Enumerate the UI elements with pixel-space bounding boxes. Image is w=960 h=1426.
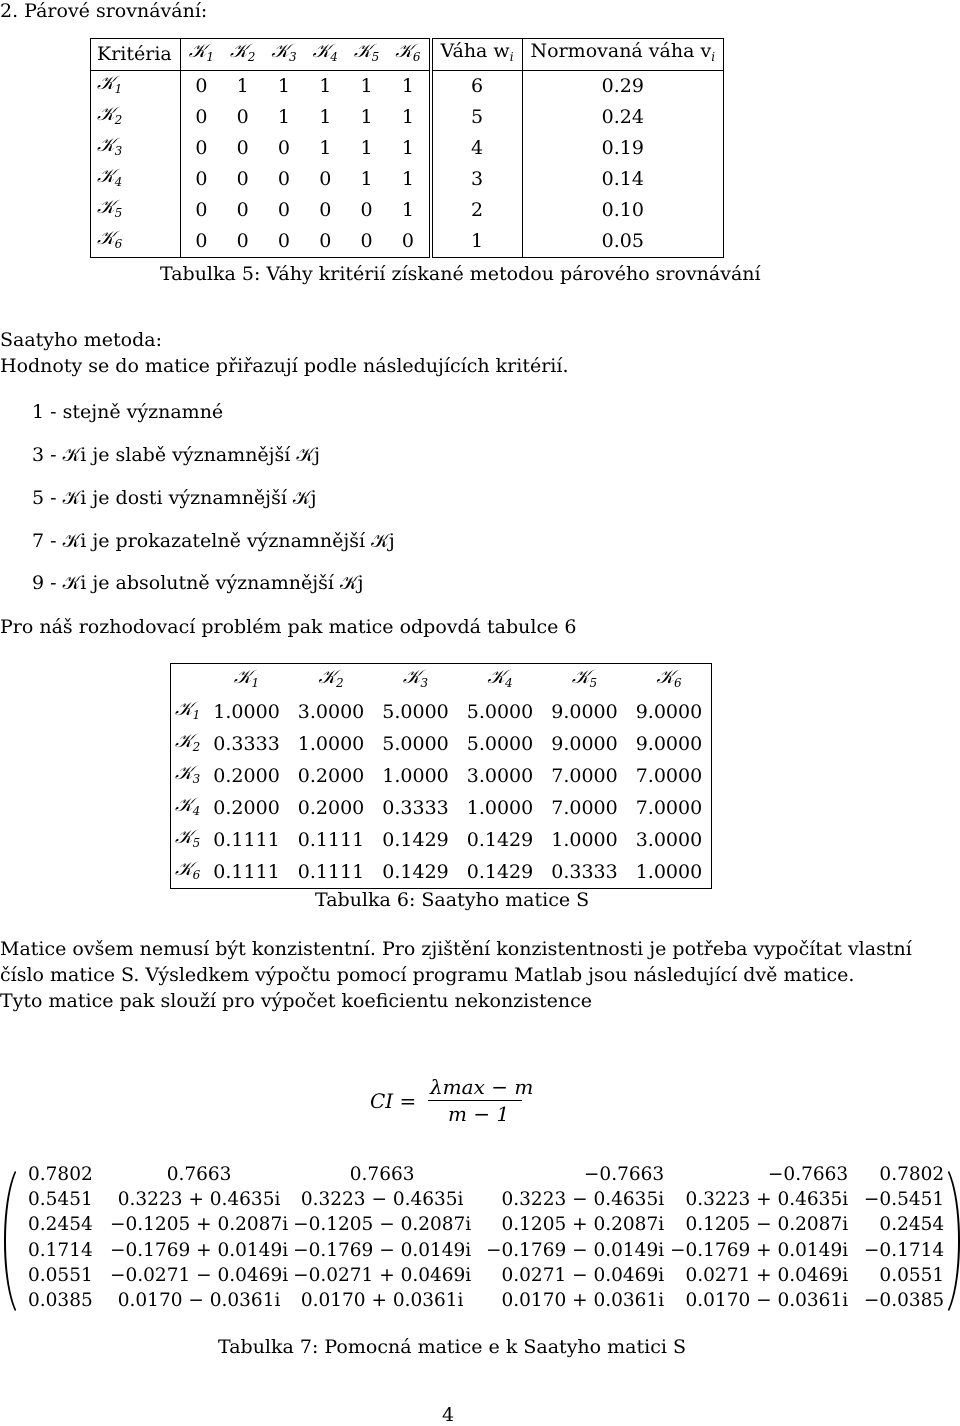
table-cell: 5.0000: [382, 701, 449, 723]
saaty-intro: Hodnoty se do matice přiřazují podle následujících kritérií.: [0, 355, 569, 377]
table-cell: 9.0000: [551, 701, 618, 723]
matrix-cell: 0.0170 + 0.0361i: [501, 1290, 665, 1312]
matrix-cell: −0.1769 − 0.0149i: [486, 1239, 665, 1261]
matrix-e-table: [22, 1162, 944, 1313]
weight-cell: 4: [431, 133, 523, 164]
table-cell: 0.3333: [551, 861, 618, 883]
table-row: [91, 102, 724, 133]
table-cell: 0: [319, 199, 332, 221]
table-cell: 1: [319, 106, 332, 128]
matrix-cell: −0.5451: [863, 1189, 945, 1211]
table-row: [91, 195, 724, 226]
paragraph-line: Matice ovšem nemusí být konzistentní. Pro zjištění konzistentnosti je potřeba vypočítat vlastní: [0, 938, 912, 960]
row-label: 𝒦$_1$: [175, 698, 201, 722]
table-cell: 0: [360, 199, 373, 221]
table-cell: 1.0000: [213, 701, 280, 723]
table-header-cell: Normovaná váha $v_i$: [522, 39, 724, 71]
table-row: [171, 696, 712, 728]
page-number: 4: [442, 1404, 455, 1426]
table-header-cell: 𝒦$_3$: [263, 39, 304, 71]
table-cell: 1: [387, 102, 430, 133]
table-cell: 0: [195, 106, 208, 128]
table-cell: 0: [236, 137, 249, 159]
table-header-cell: 𝒦$_6$: [387, 39, 430, 71]
matrix-cell: 0.5451: [28, 1189, 93, 1211]
table-row: [171, 728, 712, 760]
table-cell: 0: [277, 137, 291, 159]
table-cell: 0.2000: [297, 797, 365, 819]
matrix-cell: 0.0385: [28, 1290, 93, 1312]
row-label: 𝒦$_3$: [91, 133, 181, 164]
matrix-cell: 0.0551: [879, 1264, 945, 1286]
table-row: [171, 792, 712, 824]
table-cell: 1: [360, 137, 373, 159]
matrix-cell: 0.1714: [28, 1239, 93, 1261]
table-cell: 3.0000: [466, 765, 534, 787]
table-cell: 0: [195, 199, 208, 221]
matrix-cell: 0.3223 − 0.4635i: [300, 1189, 464, 1211]
table-cell: 0: [195, 230, 208, 252]
matrix-row: [22, 1162, 944, 1187]
row-label: 𝒦$_1$: [91, 71, 181, 103]
table-cell: 0: [236, 106, 249, 128]
matrix-cell: −0.1769 − 0.0149i: [293, 1239, 472, 1261]
table-pairwise-weights: [90, 38, 724, 258]
matrix-cell: 0.3223 + 0.4635i: [117, 1189, 281, 1211]
table-cell: 3.0000: [297, 701, 365, 723]
table-cell: 0.1429: [466, 829, 534, 851]
table-cell: 0: [236, 168, 249, 190]
table-cell: 0.1429: [382, 829, 449, 851]
matrix-cell: 0.0170 + 0.0361i: [300, 1290, 464, 1312]
row-label: 𝒦$_4$: [91, 164, 181, 195]
table-cell: 0: [319, 168, 332, 190]
table-cell: 7.0000: [551, 797, 618, 819]
scale-item: 5 - 𝒦i je dosti významnější 𝒦j: [32, 487, 317, 509]
table-saaty-matrix: [170, 663, 712, 889]
matrix-cell: 0.0170 − 0.0361i: [685, 1290, 849, 1312]
table-cell: 0.1111: [213, 861, 280, 883]
matrix-cell: 0.0271 − 0.0469i: [501, 1264, 665, 1286]
table-cell: 1.0000: [466, 797, 534, 819]
row-label: 𝒦$_2$: [175, 730, 201, 754]
matrix-cell: 0.3223 + 0.4635i: [685, 1189, 849, 1211]
table-cell: 7.0000: [635, 765, 703, 787]
table-cell: 0.1111: [213, 829, 280, 851]
row-label: 𝒦$_3$: [175, 762, 201, 786]
table-cell: 1: [387, 164, 430, 195]
table-row: [91, 164, 724, 195]
matrix-cell: 0.3223 − 0.4635i: [501, 1189, 665, 1211]
table-cell: 0.2000: [213, 797, 280, 819]
matrix-cell: 0.7802: [879, 1164, 945, 1186]
matrix-cell: 0.1205 − 0.2087i: [685, 1214, 849, 1236]
matrix-cell: 0.1205 + 0.2087i: [501, 1214, 665, 1236]
matrix-cell: −0.1769 + 0.0149i: [670, 1239, 849, 1261]
table-cell: 0.3333: [382, 797, 449, 819]
table-cell: 0: [195, 168, 208, 190]
table-header-cell: Váha $w_i$: [431, 39, 523, 71]
row-label: 𝒦$_5$: [91, 195, 181, 226]
section-heading: 2. Párové srovnávání:: [0, 0, 208, 22]
matrix-cell: −0.1769 + 0.0149i: [110, 1239, 289, 1261]
table-header-cell: 𝒦$_4$: [487, 666, 513, 690]
table-cell: 0.2000: [297, 765, 365, 787]
table-cell: 0: [236, 199, 249, 221]
table-row: [171, 760, 712, 792]
table-cell: 0: [387, 226, 430, 258]
table-cell: 0: [360, 230, 373, 252]
table-cell: 0: [277, 230, 291, 252]
weight-cell: 5: [431, 102, 523, 133]
table-row: [91, 71, 724, 103]
fraction-bar: [428, 1100, 522, 1101]
table-cell: 0.2000: [213, 765, 280, 787]
norm-weight-cell: 0.24: [601, 106, 644, 128]
table-header-cell: 𝒦$_5$: [346, 39, 387, 71]
table-cell: 0: [195, 137, 208, 159]
table-header-cell: 𝒦$_1$: [180, 39, 222, 71]
table-cell: 0: [195, 75, 208, 97]
table5-caption: Tabulka 5: Váhy kritérií získané metodou párového srovnávání: [160, 263, 761, 285]
matrix-row: [22, 1263, 944, 1288]
weight-cell: 3: [431, 164, 523, 195]
table-cell: 0.1429: [382, 861, 449, 883]
scale-item: 1 - stejně významné: [32, 401, 224, 423]
table-cell: 0.1111: [297, 829, 365, 851]
table-cell: 5.0000: [466, 733, 534, 755]
norm-weight-cell: 0.29: [601, 75, 644, 97]
formula-denominator: m − 1: [448, 1102, 510, 1126]
weight-cell: 1: [431, 226, 523, 258]
table-cell: 1: [360, 75, 373, 97]
matrix-cell: 0.7802: [28, 1164, 93, 1186]
weight-cell: 2: [431, 195, 523, 226]
table-cell: 1: [236, 75, 249, 97]
matrix-row: [22, 1187, 944, 1212]
norm-weight-cell: 0.05: [601, 230, 644, 252]
matrix-cell: −0.0271 − 0.0469i: [110, 1264, 289, 1286]
table-cell: 1: [319, 137, 332, 159]
norm-weight-cell: 0.19: [601, 137, 644, 159]
table-cell: 1: [319, 75, 332, 97]
table-header-cell: 𝒦$_2$: [318, 666, 344, 690]
row-label: 𝒦$_2$: [91, 102, 181, 133]
row-label: 𝒦$_6$: [91, 226, 181, 258]
table-cell: 5.0000: [466, 701, 534, 723]
row-label: 𝒦$_4$: [175, 794, 201, 818]
row-label: 𝒦$_5$: [175, 826, 201, 850]
table7-caption: Tabulka 7: Pomocná matice e k Saatyho matici S: [218, 1336, 686, 1358]
matrix-cell: 0.2454: [879, 1214, 945, 1236]
table6-caption: Tabulka 6: Saatyho matice S: [315, 889, 590, 911]
table-header-cell: 𝒦$_3$: [402, 666, 429, 690]
scale-item: 9 - 𝒦i je absolutně významnější 𝒦j: [32, 572, 364, 594]
table-header-cell: Kritéria: [91, 39, 181, 71]
matrix-cell: 0.0271 + 0.0469i: [685, 1264, 849, 1286]
table-cell: 1.0000: [297, 733, 365, 755]
norm-weight-cell: 0.14: [601, 168, 644, 190]
table-cell: 1: [360, 106, 373, 128]
table-cell: 0: [277, 199, 291, 221]
table-cell: 9.0000: [551, 733, 618, 755]
problem-text: Pro náš rozhodovací problém pak matice odpovdá tabulce 6: [0, 616, 577, 638]
table-cell: 1.0000: [551, 829, 618, 851]
matrix-cell: 0.2454: [28, 1214, 93, 1236]
matrix-cell: −0.7663: [583, 1164, 665, 1186]
table-cell: 0: [277, 168, 291, 190]
matrix-cell: −0.1714: [863, 1239, 945, 1261]
paragraph-line: číslo matice S. Výsledkem výpočtu pomocí programu Matlab jsou následující dvě matice.: [0, 964, 855, 986]
matrix-row: [22, 1212, 944, 1237]
matrix-row: [22, 1238, 944, 1263]
table-row: [171, 824, 712, 856]
table-cell: 1.0000: [382, 765, 449, 787]
table-cell: 1: [277, 75, 291, 97]
table-cell: 0: [236, 230, 249, 252]
table-row: [171, 856, 712, 889]
formula-lhs: CI =: [370, 1089, 417, 1113]
table-cell: 3.0000: [635, 829, 703, 851]
matrix-cell: −0.7663: [767, 1164, 849, 1186]
table-header-cell: 𝒦$_1$: [233, 666, 260, 690]
matrix-row: [22, 1288, 944, 1313]
table-cell: 0.1111: [297, 861, 365, 883]
matrix-cell: −0.0385: [863, 1290, 945, 1312]
table-cell: 1.0000: [635, 861, 703, 883]
table-header-cell: 𝒦$_4$: [305, 39, 346, 71]
scale-item: 7 - 𝒦i je prokazatelně významnější 𝒦j: [32, 530, 395, 552]
table-header-row: [171, 664, 712, 697]
matrix-cell: 0.7663: [349, 1164, 415, 1186]
table-cell: 0.3333: [213, 733, 280, 755]
table-header-row: [91, 39, 724, 71]
matrix-cell: 0.0551: [28, 1264, 93, 1286]
matrix-cell: −0.1205 + 0.2087i: [110, 1214, 289, 1236]
saaty-title: Saatyho metoda:: [0, 329, 162, 351]
row-label: 𝒦$_6$: [175, 858, 201, 882]
matrix-e: [0, 1160, 960, 1320]
table-cell: 1: [387, 71, 430, 103]
table-cell: 7.0000: [635, 797, 703, 819]
table-cell: 1: [387, 133, 430, 164]
table-header-cell: 𝒦$_5$: [571, 666, 598, 690]
formula-numerator: λmax − m: [430, 1075, 534, 1099]
weight-cell: 6: [431, 71, 523, 103]
table-cell: 0.1429: [466, 861, 534, 883]
table-cell: 9.0000: [635, 701, 703, 723]
norm-weight-cell: 0.10: [601, 199, 644, 221]
table-header-cell: 𝒦$_6$: [656, 666, 682, 690]
table-cell: 1: [387, 195, 430, 226]
table-cell: 5.0000: [382, 733, 449, 755]
table-cell: 1: [277, 106, 291, 128]
paragraph-line: Tyto matice pak slouží pro výpočet koeficientu nekonzistence: [0, 990, 593, 1012]
matrix-cell: 0.7663: [166, 1164, 232, 1186]
matrix-cell: −0.1205 − 0.2087i: [293, 1214, 472, 1236]
table-cell: 0: [319, 230, 332, 252]
table-corner-cell: [171, 664, 205, 697]
matrix-cell: 0.0170 − 0.0361i: [117, 1290, 281, 1312]
matrix-cell: −0.0271 + 0.0469i: [293, 1264, 472, 1286]
table-row: [91, 226, 724, 258]
scale-item: 3 - 𝒦i je slabě významnější 𝒦j: [32, 444, 320, 466]
table-header-cell: 𝒦$_2$: [222, 39, 263, 71]
table-cell: 7.0000: [551, 765, 618, 787]
table-cell: 1: [360, 168, 373, 190]
table-cell: 9.0000: [635, 733, 703, 755]
table-row: [91, 133, 724, 164]
